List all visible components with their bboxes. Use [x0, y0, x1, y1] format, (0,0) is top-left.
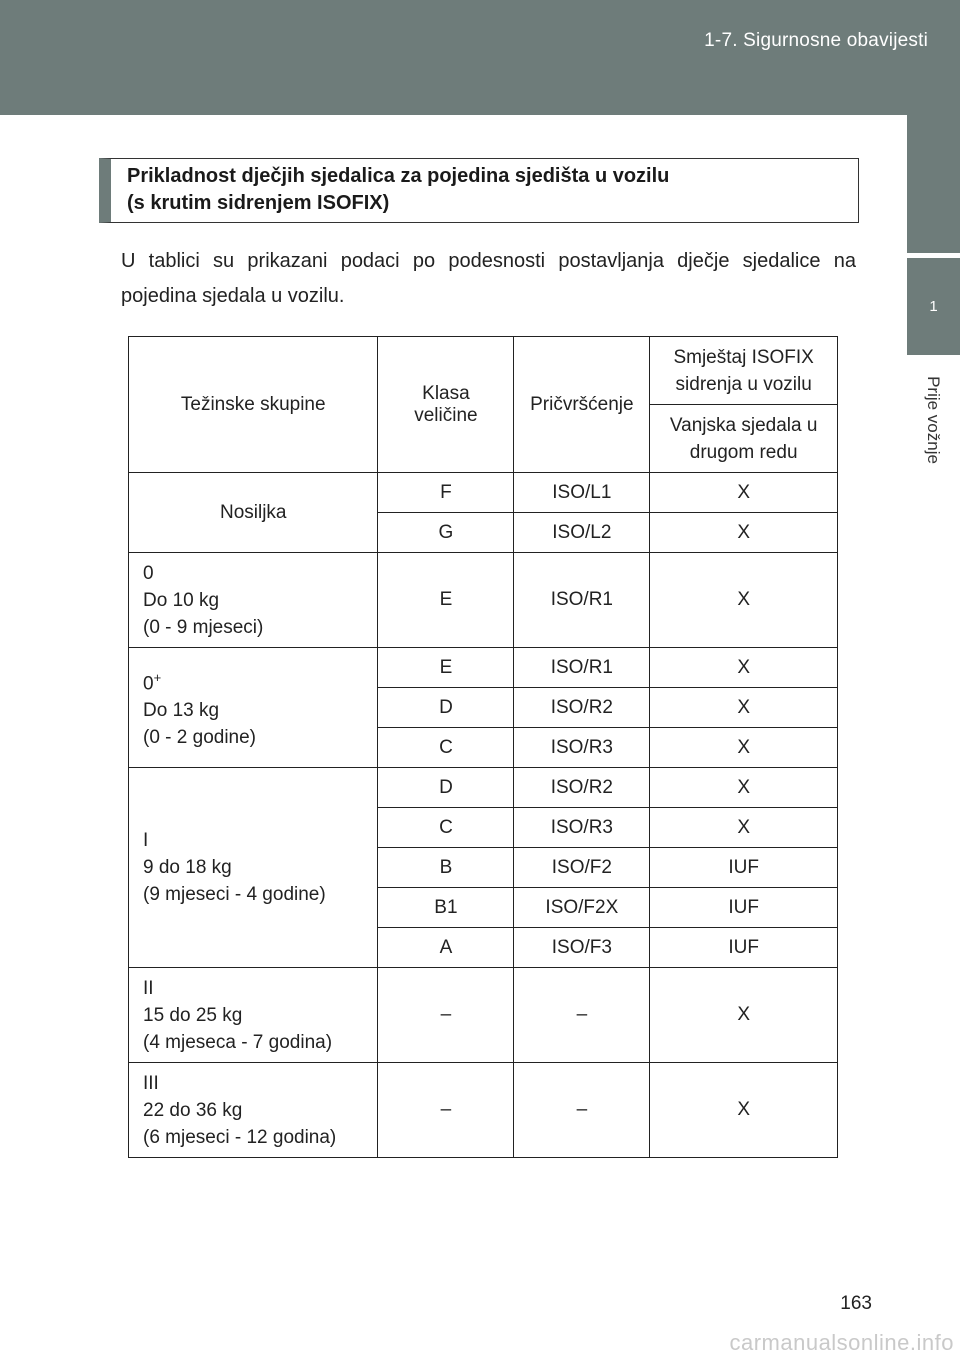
weight-group-line: (4 mjeseca - 7 godina) — [143, 1031, 333, 1053]
fixture-cell: ISO/R3 — [514, 728, 650, 768]
header-row-1 — [129, 337, 838, 405]
suitability-cell: X — [650, 808, 838, 848]
fixture-cell: ISO/L1 — [514, 473, 650, 513]
suitability-cell: IUF — [650, 928, 838, 968]
fixture-cell: ISO/R1 — [514, 553, 650, 648]
fixture-cell: ISO/R1 — [514, 648, 650, 688]
weight-group-cell — [129, 473, 378, 553]
header-outer-second-row: Vanjska sjedala u drugom redu — [650, 405, 838, 473]
header-weight-groups: Težinske skupine — [129, 337, 378, 473]
weight-group-cell — [129, 553, 378, 648]
suitability-cell: X — [650, 688, 838, 728]
side-rail — [907, 115, 960, 253]
table-row — [129, 768, 838, 808]
table-row — [129, 553, 838, 648]
watermark: carmanualsonline.info — [729, 1330, 954, 1355]
size-class-cell: B1 — [378, 888, 514, 928]
fixture-cell: ISO/L2 — [514, 513, 650, 553]
fixture-cell: – — [514, 1063, 650, 1158]
weight-group-line: 15 do 25 kg — [143, 1004, 243, 1026]
suitability-cell: X — [650, 513, 838, 553]
fixture-cell: ISO/F2X — [514, 888, 650, 928]
weight-group-line: Nosiljka — [219, 502, 287, 523]
fixture-cell: ISO/R2 — [514, 768, 650, 808]
weight-group-line: II — [143, 977, 154, 999]
header-isofix-position: Smještaj ISOFIX sidrenja u vozilu — [650, 337, 838, 405]
weight-group-line: III — [143, 1072, 159, 1094]
suitability-cell: X — [650, 768, 838, 808]
size-class-cell: D — [378, 688, 514, 728]
fixture-cell: ISO/F2 — [514, 848, 650, 888]
weight-group-line: Do 13 kg — [143, 700, 220, 722]
chapter-tab-label: Prije vožnje — [924, 376, 943, 464]
weight-group-line: (0 - 2 godine) — [143, 727, 257, 749]
fixture-cell: ISO/R2 — [514, 688, 650, 728]
header-fixture: Pričvršćenje — [514, 337, 650, 473]
weight-group-line: I — [143, 830, 149, 851]
weight-group-line: (0 - 9 mjeseci) — [143, 616, 264, 638]
weight-group-line: 22 do 36 kg — [143, 1099, 243, 1121]
suitability-cell: IUF — [650, 888, 838, 928]
size-class-cell: – — [378, 1063, 514, 1158]
weight-group-line-text: 0 — [143, 673, 154, 695]
table-row — [129, 473, 838, 513]
table-row — [129, 648, 838, 688]
section-title — [127, 163, 669, 217]
table-row — [129, 968, 838, 1063]
suitability-cell: X — [650, 553, 838, 648]
section-title-line-2: (s krutim sidrenjem ISOFIX) — [127, 192, 390, 214]
suitability-cell: X — [650, 728, 838, 768]
size-class-cell: B — [378, 848, 514, 888]
fixture-cell: ISO/R3 — [514, 808, 650, 848]
fixture-cell: ISO/F3 — [514, 928, 650, 968]
size-class-cell: F — [378, 473, 514, 513]
page-number: 163 — [840, 1293, 872, 1314]
suitability-cell: X — [650, 473, 838, 513]
size-class-cell: C — [378, 808, 514, 848]
weight-group-cell — [129, 768, 378, 968]
suitability-cell: X — [650, 968, 838, 1063]
weight-group-line: (6 mjeseci - 12 godina) — [143, 1126, 337, 1148]
chapter-heading: 1-7. Sigurnosne obavijesti — [704, 30, 928, 51]
size-class-cell: D — [378, 768, 514, 808]
weight-group-line: Do 10 kg — [143, 589, 220, 611]
header-size-class: Klasa veličine — [378, 337, 514, 473]
weight-group-line — [143, 664, 371, 697]
section-title-line-1: Prikladnost dječjih sjedalica za pojedina sjedišta u vozilu — [127, 165, 670, 187]
size-class-cell: E — [378, 553, 514, 648]
size-class-cell: E — [378, 648, 514, 688]
chapter-tab — [907, 258, 960, 355]
section-heading-box — [99, 158, 859, 223]
suitability-cell: IUF — [650, 848, 838, 888]
weight-group-line: (9 mjeseci - 4 godine) — [143, 884, 326, 905]
weight-group-cell — [129, 968, 378, 1063]
weight-group-line: 0 — [143, 562, 154, 584]
size-class-cell: – — [378, 968, 514, 1063]
suitability-cell: X — [650, 648, 838, 688]
weight-group-cell — [129, 1063, 378, 1158]
size-class-cell: C — [378, 728, 514, 768]
intro-paragraph: U tablici su prikazani podaci po podesnosti postavljanja dječje sjedalice na pojedina sjedala u vozilu. — [121, 250, 856, 307]
table-row — [129, 1063, 838, 1158]
header-bar — [0, 0, 960, 115]
isofix-suitability-table — [128, 336, 838, 1158]
weight-group-line: 9 do 18 kg — [143, 857, 232, 878]
weight-group-superscript: + — [153, 669, 162, 685]
suitability-cell: X — [650, 1063, 838, 1158]
size-class-cell: G — [378, 513, 514, 553]
chapter-number: 1 — [929, 298, 938, 315]
weight-group-cell — [129, 648, 378, 768]
size-class-cell: A — [378, 928, 514, 968]
fixture-cell: – — [514, 968, 650, 1063]
